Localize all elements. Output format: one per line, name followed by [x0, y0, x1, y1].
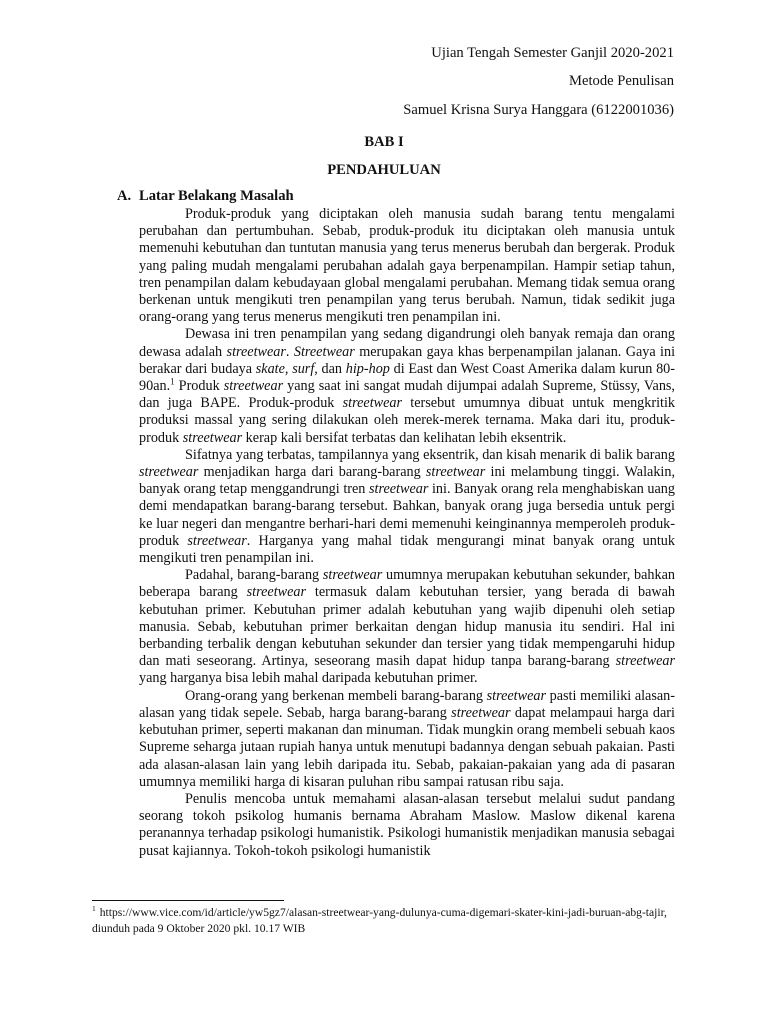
body-text [139, 206, 675, 860]
section-title: Latar Belakang Masalah [139, 188, 294, 204]
author-name: Samuel Krisna Surya Hanggara (6122001036) [403, 102, 674, 118]
chapter-number: BAB I [364, 134, 404, 150]
paragraph-6: Penulis mencoba untuk memahami alasan-alasan tersebut melalui sudut pandang seorang tokoh psikolog humanis bernama Abraham Maslow. Maslow dikenal karena peranannya terhadap psikologi humanistik. Psikologi humanistik menjadikan manusia sebagai pusat kajiannya. Tokoh-tokoh psikologi humanistik [139, 790, 675, 859]
paragraph-2: Dewasa ini tren penampilan yang sedang digandrungi oleh banyak remaja dan orang dewasa adalah streetwear. Streetwear merupakan gaya khas berpenampilan jalanan. Gaya ini berakar dari budaya skate, surf, dan hip-hop di East dan West Coast Amerika dalam kurun 80-90an.$^1$ Produk streetwear yang saat ini sangat mudah dijumpai adalah Supreme, Stüssy, Vans, dan juga BAPE. Produk-produk streetwear tersebut umumnya dibuat untuk mengkritik produksi massal yang sering dilakukan oleh merek-merek ternama. Maka dari itu, produk-produk streetwear kerap kali bersifat terbatas dan kelihatan lebih eksentrik. [139, 326, 676, 446]
chapter-title: PENDAHULUAN [327, 162, 441, 178]
footnote-divider [92, 900, 284, 901]
paragraph-4: Padahal, barang-barang streetwear umumnya merupakan kebutuhan sekunder, bahkan beberapa barang streetwear termasuk dalam kebutuhan tersier, yang berada di bawah kebutuhan primer. Kebutuhan primer adalah kebutuhan yang wajib dipenuhi oleh setiap manusia. Sebab, kebutuhan primer berkaitan dengan hidup manusia itu sendiri. Hal ini berbanding terbalik dengan kebutuhan sekunder dan tersier yang tidak mempengaruhi hidup dan mati seseorang. Artinya, seseorang masih dapat hidup tanpa barang-barang streetwear yang harganya bisa lebih mahal daripada kebutuhan primer. [139, 567, 676, 687]
paragraph-5: Orang-orang yang berkenan membeli barang-barang streetwear pasti memiliki alasan-alasan yang tidak sepele. Sebab, harga barang-barang streetwear dapat melampaui harga dari kebutuhan primer, seperti makanan dan minuman. Tidak mungkin orang membeli sebuah kaos Supreme seharga jutaan rupiah hanya untuk menutupi badannya dengan sebuah pakaian. Pasti ada alasan-alasan lain yang lebih daripada itu. Sebab, pakaian-pakaian yang ada di pasaran umumnya memiliki harga di kisaran puluhan ribu sampai ratusan ribu saja. [139, 687, 675, 790]
footnote-mark: 1 [92, 904, 96, 914]
course-name: Metode Penulisan [569, 73, 674, 89]
exam-title: Ujian Tengah Semester Ganjil 2020-2021 [431, 45, 674, 61]
paragraph-1: Produk-produk yang diciptakan oleh manusia sudah barang tentu mengalami perubahan dan pertumbuhan. Sebab, produk-produk itu diciptakan oleh manusia untuk memenuhi kebutuhan dan tuntutan manusia yang terus menerus berubah dan bergerak. Produk yang paling mudah mengalami perubahan adalah gaya berpenampilan. Hampir setiap tahun, tren penampilan dalam kebudayaan global mengalami perubahan. Memang tidak semua orang berkenan untuk mengikuti tren penampilan yang terus berubah. Namun, tidak sedikit juga orang-orang yang terus menerus mengikuti tren penampilan ini. [139, 206, 675, 326]
footnote [92, 905, 682, 937]
paragraph-3: Sifatnya yang terbatas, tampilannya yang eksentrik, dan kisah menarik di balik barang streetwear menjadikan harga dari barang-barang streetwear ini melambung tinggi. Walakin, banyak orang tetap menggandrungi tren streetwear ini. Banyak orang rela menghabiskan uang demi mendapatkan barang-barang tersebut. Bahkan, banyak orang juga bersedia untuk pergi ke luar negeri dan mengantre berhari-hari demi memenuhi keinginannya memperoleh produk-produk streetwear. Harganya yang mahal tidak mengurangi minat banyak orang untuk mengikuti tren penampilan ini. [139, 446, 675, 567]
section-letter: A. [117, 188, 132, 204]
footnote-text: https://www.vice.com/id/article/yw5gz7/alasan-streetwear-yang-dulunya-cuma-digemari-skater-kini-jadi-buruan-abg-tajir, diunduh pada 9 Oktober 2020 pkl. 10.17 WIB [92, 906, 667, 935]
footnote-reference[interactable]: 1 [170, 376, 175, 387]
section-heading [117, 187, 294, 205]
